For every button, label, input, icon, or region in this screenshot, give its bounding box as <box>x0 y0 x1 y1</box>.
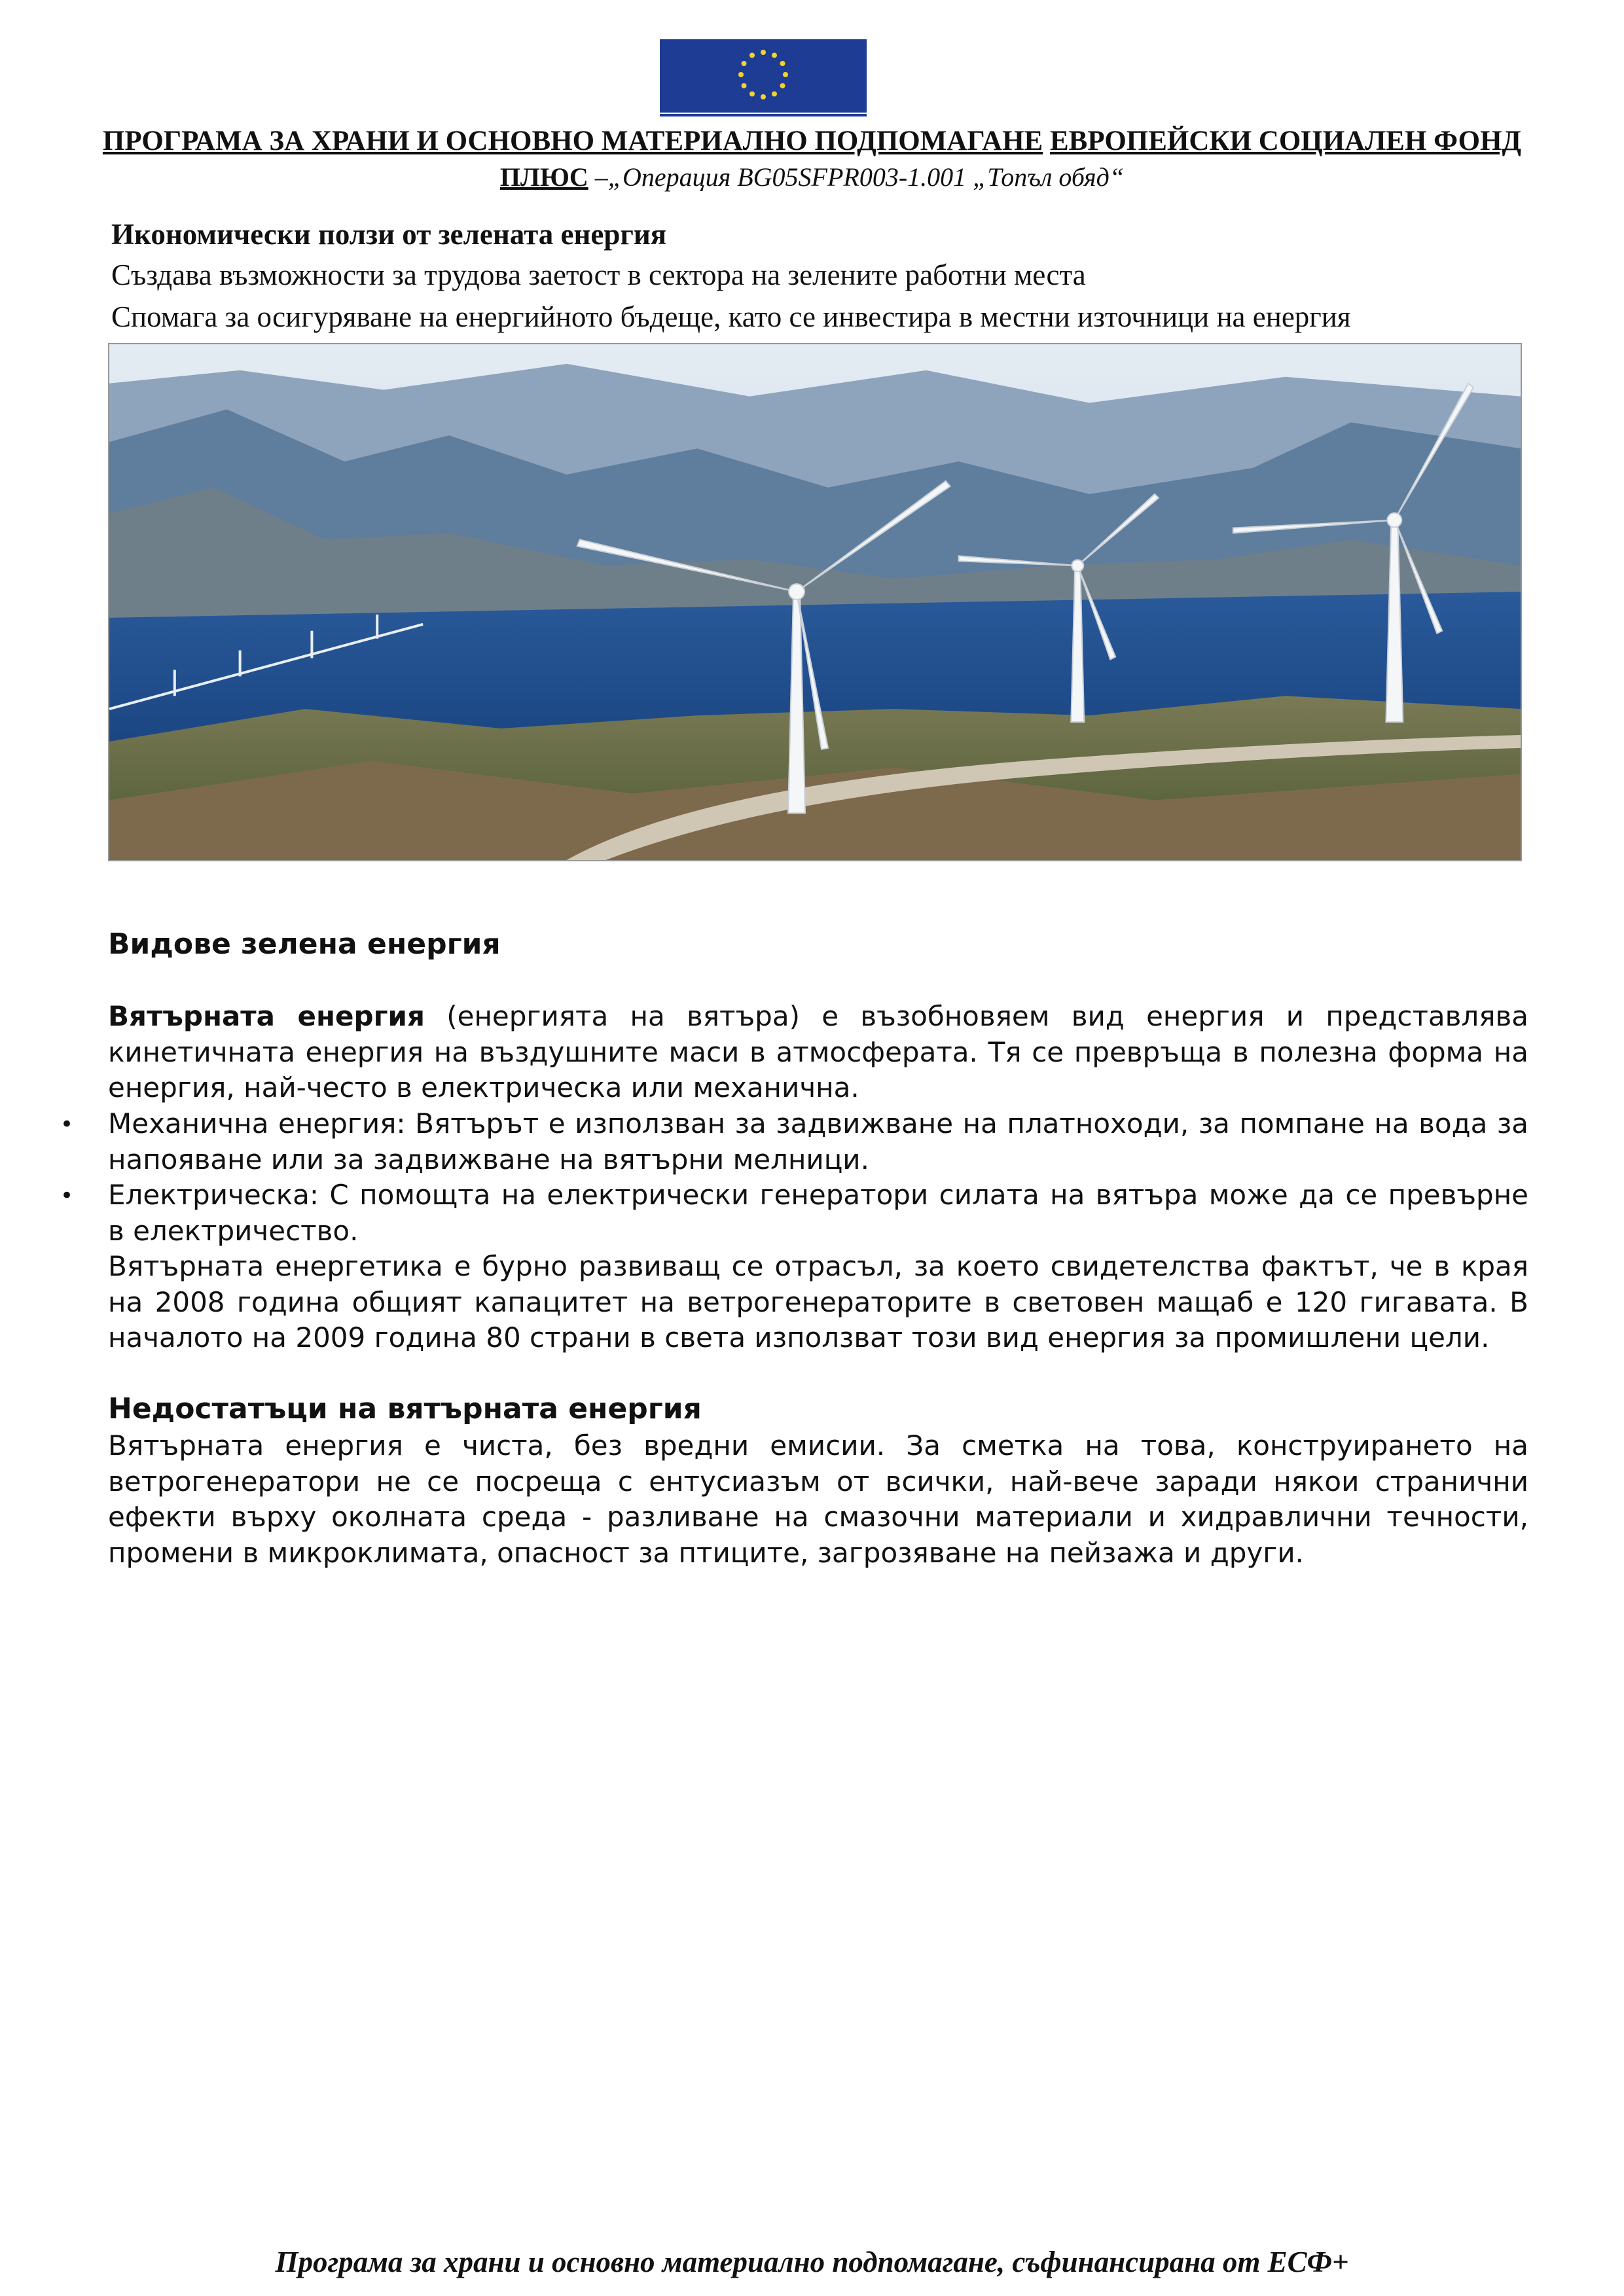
header-program-name: ПРОГРАМА ЗА ХРАНИ И ОСНОВНО МАТЕРИАЛНО ПОДПОМАГАНЕ <box>102 126 1043 156</box>
bullet-1-marker: • <box>60 1111 74 1138</box>
industry-paragraph: Вятърната енергетика е бурно развиващ се отрасъл, за което свидетелства фактът, че в края на 2008 година общият капацитет на ветрогенераторите в световен мащаб е 120 гигавата. В началото на 2009 година 80 страни в света използват този вид енергия за промишлени цели. <box>108 1250 1528 1354</box>
wind-term: Вятърната енергия <box>108 1000 425 1032</box>
drawbacks-paragraph: Вятърната енергия е чиста, без вредни емисии. За сметка на това, конструирането на ветрогенератори не се посреща с ентусиазъм от всички, най-вече заради някои странични ефекти върху околната среда - разливане на смазочни материали и хидравлични течности, промени в микроклимата, опасност за птиците, загрозяване на пейзажа и други. <box>108 1429 1528 1569</box>
header-fund-plus: ПЛЮС <box>499 162 588 192</box>
footer-text: Програма за храни и основно материално подпомагане, съфинансирана от ЕСФ+ <box>275 2246 1349 2278</box>
wind-definition: (енергията на вятъра) е възобновяем вид енергия и представлява кинетичната енергия на въздушните маси в атмосферата. Тя се превръща в полезна форма на енергия, най-често в електрическа или механична. <box>108 1000 1529 1103</box>
bullet-1-text: Механична енергия: Вятърът е използван за задвижване на платноходи, за помпане на вода за напояване или за задвижване на вятърни мелници. <box>108 1107 1528 1175</box>
eu-flag-icon <box>660 39 867 117</box>
header-operation-name: „Операция BG05SFPR003-1.001 „Топъл обяд“ <box>607 162 1125 192</box>
wind-turbines-photo <box>108 343 1522 861</box>
intro-line-1: Създава възможности за трудова заетост в сектора на зелените работни места <box>111 259 1086 291</box>
header-fund-name: ЕВРОПЕЙСКИ СОЦИАЛЕН ФОНД <box>1049 126 1522 156</box>
bullet-2-text: Електрическа: С помощта на електрически генератори силата на вятъра може да се превърне в електричество. <box>108 1179 1528 1247</box>
bullet-2-marker: • <box>60 1183 74 1209</box>
header-program-title <box>0 124 1624 158</box>
header-separator: – <box>588 162 608 192</box>
intro-title: Икономически ползи от зелената енергия <box>111 218 667 251</box>
types-title: Видове зелена енергия <box>108 927 501 961</box>
intro-line-2: Спомага за осигуряване на енергийното бъдеще, като се инвестира в местни източници на енергия <box>111 300 1351 333</box>
drawbacks-title: Недостатъци на вятърната енергия <box>108 1392 702 1426</box>
header-operation <box>0 161 1624 194</box>
wind-paragraph <box>108 999 1528 1106</box>
